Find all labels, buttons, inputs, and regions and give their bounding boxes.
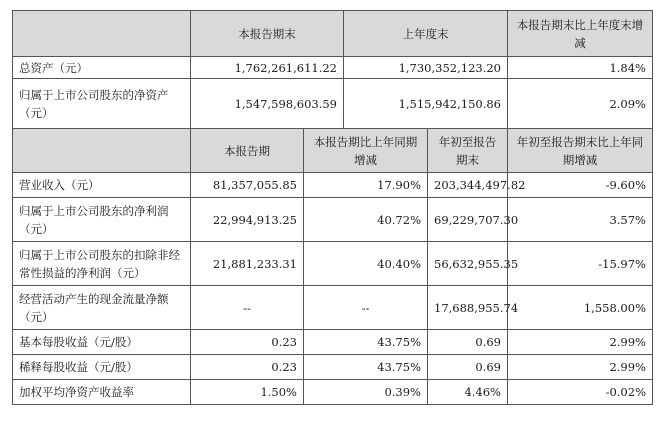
row-label: 归属于上市公司股东的净利润（元）: [13, 198, 191, 242]
table-cell: 1,762,261,611.22: [191, 57, 344, 79]
table-row: [13, 57, 653, 79]
table-cell: 17.90%: [304, 173, 428, 198]
table-cell: 56,632,955.35: [428, 242, 508, 286]
table-cell: 1.50%: [191, 380, 304, 405]
table-cell: 2.99%: [508, 355, 653, 380]
table-cell: 69,229,707.30: [428, 198, 508, 242]
table-cell: 22,994,913.25: [191, 198, 304, 242]
top-header-blank-cell: [13, 11, 191, 57]
table-cell: 4.46%: [428, 380, 508, 405]
top-header-col-3: 本报告期末比上年度末增减: [508, 11, 653, 57]
table-cell: 43.75%: [304, 330, 428, 355]
bottom-header-col-1: 本报告期: [191, 129, 304, 173]
table-cell: -9.60%: [508, 173, 653, 198]
table-cell: 2.99%: [508, 330, 653, 355]
table-cell: 0.69: [428, 355, 508, 380]
row-label: 归属于上市公司股东的净资产（元）: [13, 79, 191, 129]
table-row: [13, 198, 653, 242]
bottom-header-col-2: 本报告期比上年同期增减: [304, 129, 428, 173]
table-cell: 43.75%: [304, 355, 428, 380]
row-label: 基本每股收益（元/股）: [13, 330, 191, 355]
table-cell: 1,730,352,123.20: [344, 57, 508, 79]
bottom-header-col-4: 年初至报告期末比上年同期增减: [508, 129, 653, 173]
table-cell: 21,881,233.31: [191, 242, 304, 286]
row-label: 稀释每股收益（元/股）: [13, 355, 191, 380]
bottom-header-col-3: 年初至报告期末: [428, 129, 508, 173]
top-header-col-1: 本报告期末: [191, 11, 344, 57]
bottom-header-blank-cell: [13, 129, 191, 173]
bottom-header-row: [13, 129, 653, 173]
top-header-row: [13, 11, 653, 57]
table-cell: 1,547,598,603.59: [191, 79, 344, 129]
table-row: [13, 355, 653, 380]
table-cell: 1,558.00%: [508, 286, 653, 330]
row-label: 总资产（元）: [13, 57, 191, 79]
table-cell: 2.09%: [508, 79, 653, 129]
row-label: 营业收入（元）: [13, 173, 191, 198]
table-row: [13, 242, 653, 286]
table-cell: 0.23: [191, 330, 304, 355]
table-cell: --: [191, 286, 304, 330]
table-row: [13, 330, 653, 355]
table-row: [13, 79, 653, 129]
table-cell: 203,344,497.82: [428, 173, 508, 198]
table-cell: 0.39%: [304, 380, 428, 405]
table-cell: 40.40%: [304, 242, 428, 286]
table-cell: --: [304, 286, 428, 330]
table-cell: 0.23: [191, 355, 304, 380]
top-header-col-2: 上年度末: [344, 11, 508, 57]
table-cell: 1.84%: [508, 57, 653, 79]
row-label: 经营活动产生的现金流量净额（元）: [13, 286, 191, 330]
table-cell: 3.57%: [508, 198, 653, 242]
row-label: 归属于上市公司股东的扣除非经常性损益的净利润（元）: [13, 242, 191, 286]
financial-summary-sheet: [12, 10, 652, 405]
table-cell: 0.69: [428, 330, 508, 355]
table-cell: 81,357,055.85: [191, 173, 304, 198]
table-cell: 40.72%: [304, 198, 428, 242]
table-cell: 1,515,942,150.86: [344, 79, 508, 129]
table-cell: -0.02%: [508, 380, 653, 405]
financial-summary-table: [12, 10, 653, 405]
row-label: 加权平均净资产收益率: [13, 380, 191, 405]
table-row: [13, 173, 653, 198]
table-cell: 17,688,955.74: [428, 286, 508, 330]
table-cell: -15.97%: [508, 242, 653, 286]
table-row: [13, 380, 653, 405]
table-row: [13, 286, 653, 330]
